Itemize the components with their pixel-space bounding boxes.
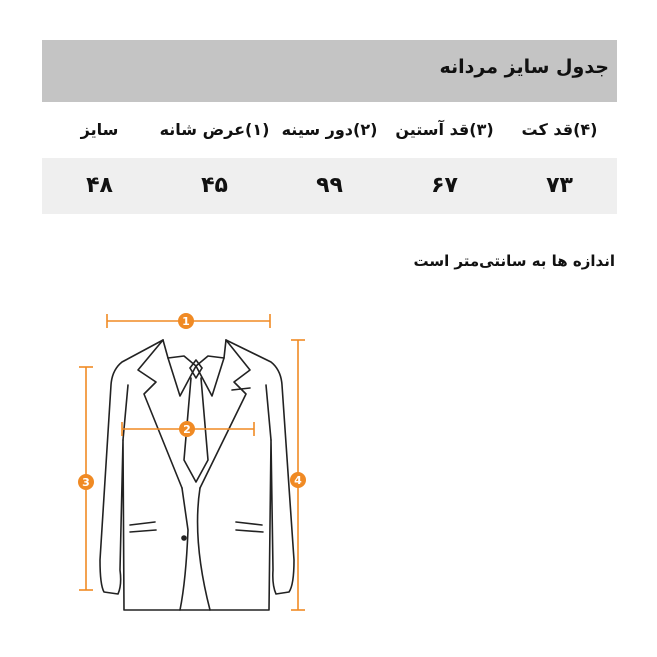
value-sleeve-length: ۶۷	[431, 173, 458, 198]
table-title: جدول سایز مردانه	[439, 56, 609, 78]
marker-label-1: 1	[182, 315, 190, 328]
table-title-bar	[42, 40, 617, 102]
jacket-outline	[100, 340, 294, 610]
header-sleeve-length: (۳)قد آستین	[395, 120, 494, 139]
value-shoulder-width: ۴۵	[201, 173, 228, 198]
jacket-button	[181, 535, 187, 541]
units-note: اندازه ها به سانتی‌متر است	[413, 252, 615, 270]
marker-label-4: 4	[294, 474, 302, 487]
header-shoulder-width: (۱)عرض شانه	[159, 120, 270, 139]
marker-label-3: 3	[82, 476, 90, 489]
jacket-diagram-svg	[60, 300, 330, 630]
header-jacket-length: (۴)قد کت	[521, 120, 598, 139]
header-chest: (۲)دور سینه	[281, 120, 378, 139]
measurement-marker-4	[290, 472, 306, 488]
marker-label-2: 2	[183, 423, 191, 436]
jacket-diagram	[60, 300, 330, 630]
measurement-marker-1	[178, 313, 194, 329]
value-jacket-length: ۷۳	[546, 173, 573, 198]
measurement-marker-3	[78, 474, 94, 490]
value-chest: ۹۹	[316, 173, 343, 198]
table-header-row	[42, 102, 617, 158]
header-size: سایز	[80, 120, 119, 139]
measurement-marker-2	[179, 421, 195, 437]
value-size: ۴۸	[86, 173, 113, 198]
table-values-row	[42, 158, 617, 214]
